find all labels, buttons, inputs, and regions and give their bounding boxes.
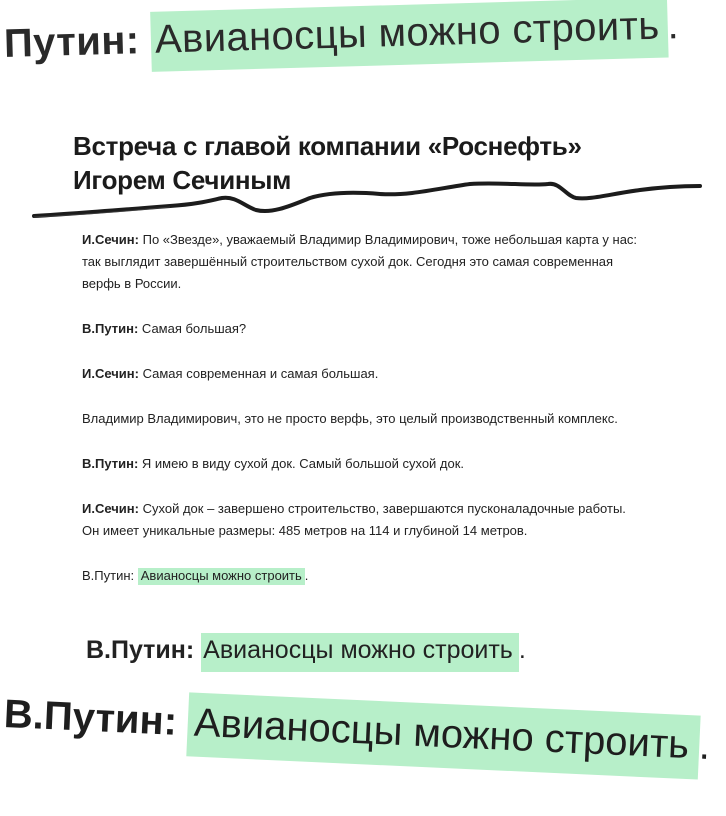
bottom-quote-zoom: [3, 692, 711, 769]
mid-quote-zoom: [86, 636, 526, 665]
top-quote-tail: .: [666, 3, 680, 48]
last-line-highlight: Авианосцы можно строить: [138, 568, 305, 585]
transcript-last-line: [82, 565, 642, 587]
last-line-tail: .: [304, 568, 309, 583]
last-line-speaker: В.Путин:: [82, 568, 135, 583]
article-title: Встреча с главой компании «Роснефть» Игорем Сечиным: [73, 131, 582, 195]
transcript-paragraph: [82, 498, 642, 542]
mid-quote-tail: .: [518, 636, 526, 664]
bottom-quote-speaker: В.Путин:: [3, 692, 178, 744]
paragraph-speaker: И.Сечин:: [82, 501, 139, 516]
paragraph-text: Я имею в виду сухой док. Самый большой сухой док.: [141, 456, 465, 471]
paragraph-speaker: В.Путин:: [82, 321, 139, 336]
paragraph-text: Самая современная и самая большая.: [142, 366, 379, 381]
transcript-paragraph: [82, 229, 642, 295]
paragraph-text: Владимир Владимирович, это не просто верфь, это целый производственный комплекс.: [82, 411, 618, 426]
top-quote-highlight: Авианосцы можно строить: [150, 0, 668, 72]
torn-edge-divider: [0, 170, 726, 230]
paragraph-speaker: И.Сечин:: [82, 232, 139, 247]
transcript-paragraph: [82, 453, 642, 475]
top-quote-zoom: [3, 3, 679, 67]
bottom-quote-tail: .: [698, 723, 712, 769]
mid-quote-speaker: В.Путин:: [86, 636, 195, 664]
paragraph-speaker: И.Сечин:: [82, 366, 139, 381]
transcript-paragraph: [82, 363, 642, 385]
paragraph-text: По «Звезде», уважаемый Владимир Владимирович, тоже небольшая карта у нас: так выглядит завершённый строительством сухой док. Сегодня это самая современная верфь в России.: [82, 232, 638, 291]
paragraph-text: Самая большая?: [141, 321, 247, 336]
paragraph-text: Сухой док – завершено строительство, завершаются пусконаладочные работы. Он имеет уникальные размеры: 485 метров на 114 и глубиной 14 метров.: [82, 501, 626, 538]
mid-quote-highlight: Авианосцы можно строить: [201, 633, 519, 672]
top-quote-speaker: Путин:: [3, 18, 141, 66]
transcript-paragraph: [82, 318, 642, 340]
transcript-paragraph: [82, 408, 642, 430]
paragraph-speaker: В.Путин:: [82, 456, 139, 471]
bottom-quote-highlight: Авианосцы можно строить: [187, 692, 701, 779]
transcript: [82, 229, 642, 610]
